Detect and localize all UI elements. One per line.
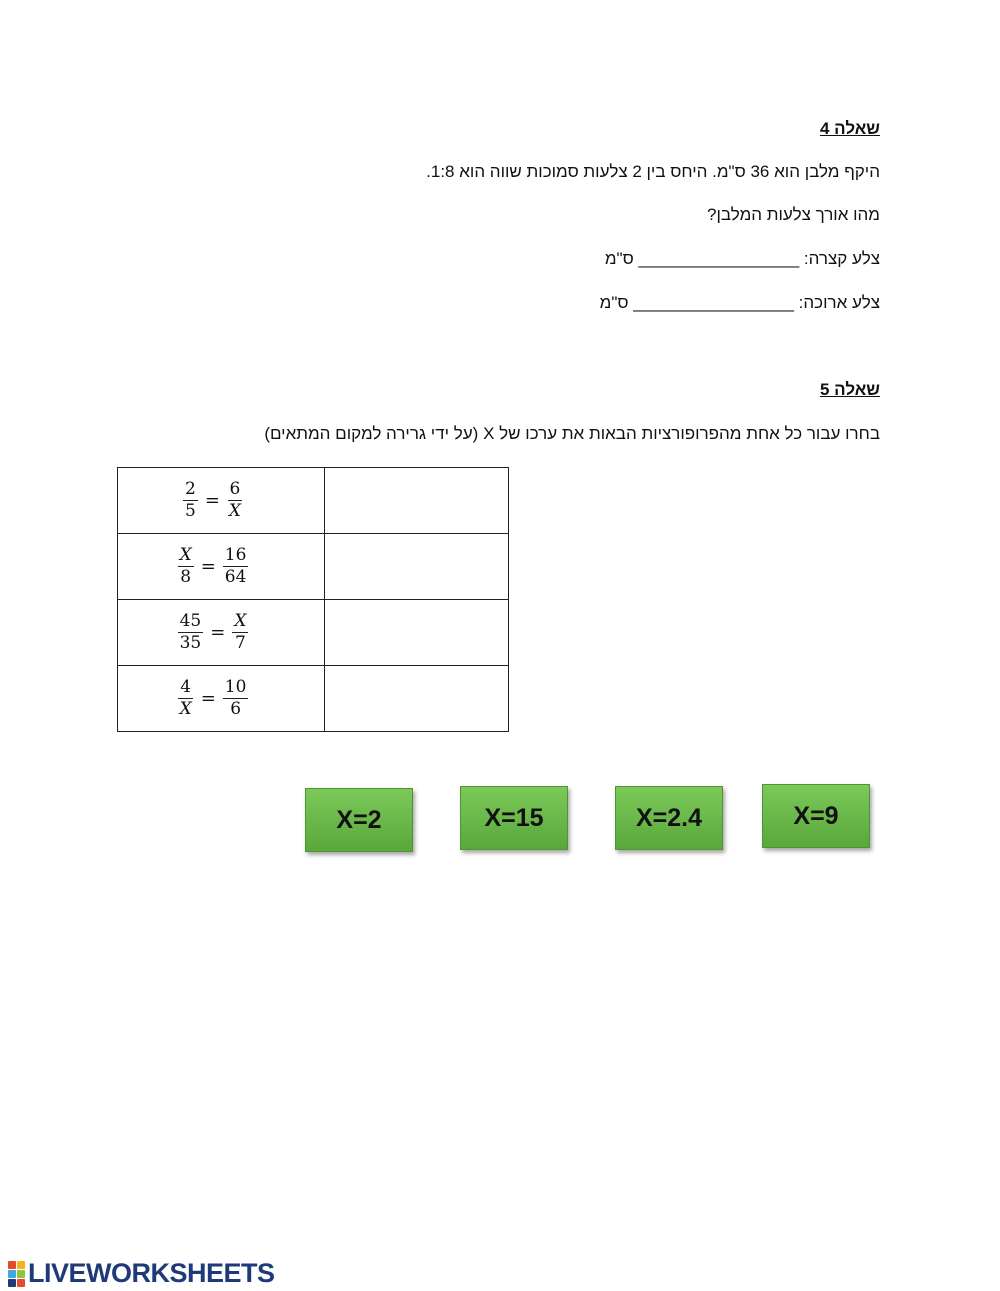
- fraction-denominator: 5: [184, 501, 196, 521]
- answer-drop-zone-4[interactable]: [325, 666, 509, 732]
- long-side-answer-line[interactable]: צלע ארוכה: _________________ ס"מ: [599, 293, 880, 312]
- table-row: [118, 534, 509, 600]
- proportion-equation: $\frac{2}{5}$ = $\frac{6}{X}$: [184, 479, 242, 521]
- fraction-denominator: 64: [224, 567, 247, 587]
- answer-chip-x9[interactable]: X=9: [762, 784, 870, 848]
- fraction-denominator: 6: [230, 699, 242, 719]
- proportion-cell: [118, 534, 325, 600]
- answer-drop-zone-2[interactable]: [325, 534, 509, 600]
- liveworksheets-logo: [8, 1258, 275, 1289]
- proportion-equation: $\frac{45}{35}$ = $\frac{X}{7}$: [179, 611, 247, 653]
- proportion-cell: [118, 468, 325, 534]
- table-row: [118, 600, 509, 666]
- logo-blocks-icon: [8, 1261, 25, 1287]
- fraction-numerator: 10: [224, 677, 247, 697]
- fraction-numerator: 2: [184, 479, 196, 499]
- fraction-numerator: 4: [180, 677, 192, 697]
- short-side-answer-line[interactable]: צלע קצרה: _________________ ס"מ: [604, 249, 880, 268]
- question-5-heading: שאלה 5: [819, 380, 880, 399]
- fraction-numerator: 6: [229, 479, 241, 499]
- answer-drop-zone-1[interactable]: [325, 468, 509, 534]
- proportion-cell: [118, 600, 325, 666]
- answer-chip-x2-4[interactable]: X=2.4: [615, 786, 723, 850]
- answer-chip-x2[interactable]: X=2: [305, 788, 413, 852]
- fraction-numerator: 16: [224, 545, 247, 565]
- table-row: [118, 468, 509, 534]
- question-4-text: היקף מלבן הוא 36 ס"מ. היחס בין 2 צלעות סמוכות שווה הוא 1:8.: [426, 162, 880, 181]
- fraction-numerator: 45: [179, 611, 202, 631]
- question-4-heading: שאלה 4: [819, 119, 880, 138]
- answer-chip-x15[interactable]: X=15: [460, 786, 568, 850]
- fraction-denominator: 7: [234, 633, 246, 653]
- proportions-table: [117, 467, 509, 732]
- proportion-cell: [118, 666, 325, 732]
- logo-text: LIVEWORKSHEETS: [28, 1258, 275, 1288]
- fraction-denominator: X: [228, 501, 242, 521]
- fraction-denominator: 35: [179, 633, 202, 653]
- question-5-instruction: בחרו עבור כל אחת מהפרופורציות הבאות את ערכו של X (על ידי גרירה למקום המתאים): [264, 424, 880, 443]
- proportion-equation: $\frac{4}{X}$ = $\frac{10}{6}$: [179, 677, 247, 719]
- answer-drop-zone-3[interactable]: [325, 600, 509, 666]
- fraction-numerator: X: [234, 611, 247, 631]
- table-row: [118, 666, 509, 732]
- fraction-denominator: 8: [180, 567, 192, 587]
- fraction-denominator: X: [179, 699, 192, 719]
- question-4-subquestion: מהו אורך צלעות המלבן?: [707, 205, 880, 224]
- proportion-equation: $\frac{X}{8}$ = $\frac{16}{64}$: [179, 545, 247, 587]
- fraction-numerator: X: [179, 545, 192, 565]
